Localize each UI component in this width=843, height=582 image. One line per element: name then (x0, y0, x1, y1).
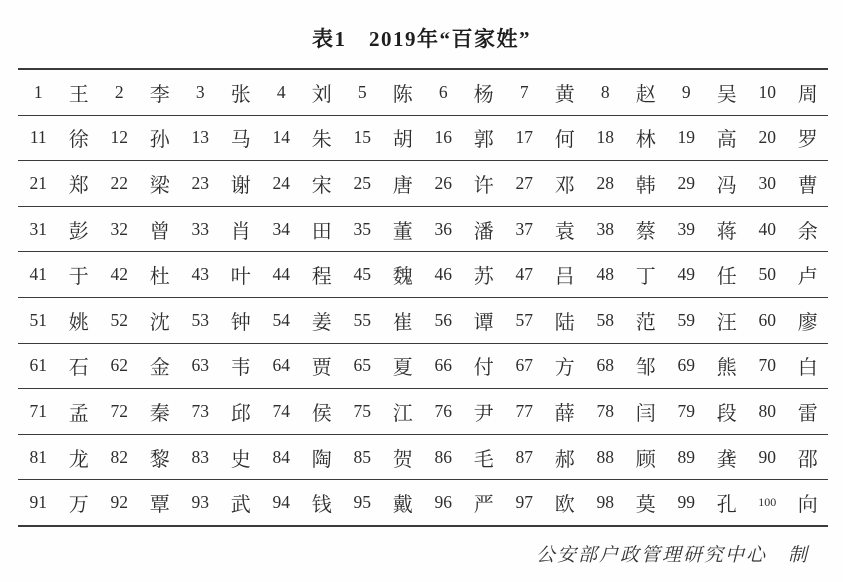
surname: 田 (311, 220, 332, 243)
rank-number: 17 (515, 127, 533, 148)
surname: 徐 (68, 129, 89, 152)
rank-number: 51 (29, 309, 47, 330)
surname: 姚 (68, 311, 89, 334)
table-row (18, 252, 828, 298)
surname: 彭 (68, 220, 89, 243)
surname: 苏 (473, 266, 494, 289)
surname: 肖 (230, 220, 251, 243)
rank-number: 96 (434, 492, 452, 513)
rank-number: 65 (353, 355, 371, 376)
rank-number: 69 (677, 355, 695, 376)
surname: 任 (716, 266, 737, 289)
surname: 史 (230, 448, 251, 471)
surname: 李 (149, 83, 170, 106)
surname: 谢 (230, 174, 251, 197)
credit-line: 公安部户政管理研究中心 制 (535, 544, 809, 566)
rank-number: 9 (681, 81, 691, 102)
surname: 秦 (149, 402, 170, 425)
surname: 王 (68, 83, 89, 106)
surname: 刘 (311, 83, 332, 106)
rank-number: 50 (758, 264, 776, 285)
surname: 魏 (392, 266, 413, 289)
rank-number: 46 (434, 264, 452, 285)
rank-number: 35 (353, 218, 371, 239)
surname: 余 (797, 220, 818, 243)
surname: 马 (230, 129, 251, 152)
surname: 许 (473, 174, 494, 197)
rank-number: 8 (600, 81, 610, 102)
rank-number: 60 (758, 309, 776, 330)
rank-number: 71 (29, 400, 47, 421)
surname: 孟 (68, 402, 89, 425)
surname: 廖 (797, 311, 818, 334)
rank-number: 67 (515, 355, 533, 376)
surname: 梁 (149, 174, 170, 197)
rank-number: 36 (434, 218, 452, 239)
rank-number: 100 (758, 495, 777, 510)
surname: 曾 (149, 220, 170, 243)
rank-number: 90 (758, 446, 776, 467)
rank-number: 31 (29, 218, 47, 239)
surname-table (18, 68, 828, 527)
surname: 龙 (68, 448, 89, 471)
surname: 龚 (716, 448, 737, 471)
rank-number: 91 (29, 492, 47, 513)
surname: 吕 (554, 266, 575, 289)
rank-number: 63 (191, 355, 209, 376)
rank-number: 12 (110, 127, 128, 148)
surname: 姜 (311, 311, 332, 334)
surname: 谭 (473, 311, 494, 334)
rank-number: 27 (515, 172, 533, 193)
surname: 邹 (635, 357, 656, 380)
surname: 毛 (473, 448, 494, 471)
surname: 范 (635, 311, 656, 334)
rank-number: 62 (110, 355, 128, 376)
rank-number: 22 (110, 172, 128, 193)
surname: 曹 (797, 174, 818, 197)
rank-number: 73 (191, 400, 209, 421)
rank-number: 57 (515, 309, 533, 330)
surname: 黎 (149, 448, 170, 471)
rank-number: 78 (596, 400, 614, 421)
rank-number: 95 (353, 492, 371, 513)
surname: 邓 (554, 174, 575, 197)
rank-number: 52 (110, 309, 128, 330)
rank-number: 76 (434, 400, 452, 421)
rank-number: 6 (438, 81, 448, 102)
surname: 贾 (311, 357, 332, 380)
surname: 邵 (797, 448, 818, 471)
surname: 韩 (635, 174, 656, 197)
surname: 侯 (311, 402, 332, 425)
rank-number: 13 (191, 127, 209, 148)
surname: 杜 (149, 266, 170, 289)
surname: 吴 (716, 83, 737, 106)
rank-number: 2 (114, 81, 124, 102)
rank-number: 5 (357, 81, 367, 102)
rank-number: 77 (515, 400, 533, 421)
rank-number: 4 (276, 81, 286, 102)
rank-number: 18 (596, 127, 614, 148)
surname: 雷 (797, 402, 818, 425)
surname: 董 (392, 220, 413, 243)
rank-number: 39 (677, 218, 695, 239)
surname: 丁 (635, 266, 656, 289)
surname: 白 (797, 357, 818, 380)
rank-number: 16 (434, 127, 452, 148)
rank-number: 19 (677, 127, 695, 148)
table-row (18, 207, 828, 253)
rank-number: 58 (596, 309, 614, 330)
rank-number: 10 (758, 81, 776, 102)
rank-number: 48 (596, 264, 614, 285)
rank-number: 53 (191, 309, 209, 330)
rank-number: 68 (596, 355, 614, 376)
rank-number: 43 (191, 264, 209, 285)
rank-number: 30 (758, 172, 776, 193)
surname: 闫 (635, 402, 656, 425)
rank-number: 99 (677, 492, 695, 513)
rank-number: 11 (29, 127, 47, 148)
rank-number: 80 (758, 400, 776, 421)
rank-number: 41 (29, 264, 47, 285)
rank-number: 44 (272, 264, 290, 285)
rank-number: 70 (758, 355, 776, 376)
rank-number: 66 (434, 355, 452, 376)
surname: 于 (68, 266, 89, 289)
rank-number: 75 (353, 400, 371, 421)
surname: 段 (716, 402, 737, 425)
surname: 赵 (635, 83, 656, 106)
rank-number: 92 (110, 492, 128, 513)
rank-number: 25 (353, 172, 371, 193)
table-row (18, 116, 828, 162)
rank-number: 24 (272, 172, 290, 193)
rank-number: 93 (191, 492, 209, 513)
surname: 欧 (554, 494, 575, 517)
surname: 付 (473, 357, 494, 380)
rank-number: 1 (33, 81, 43, 102)
surname: 朱 (311, 129, 332, 152)
surname: 胡 (392, 129, 413, 152)
surname: 冯 (716, 174, 737, 197)
table-row (18, 389, 828, 435)
rank-number: 94 (272, 492, 290, 513)
rank-number: 47 (515, 264, 533, 285)
surname: 郭 (473, 129, 494, 152)
surname: 沈 (149, 311, 170, 334)
rank-number: 34 (272, 218, 290, 239)
surname: 何 (554, 129, 575, 152)
rank-number: 82 (110, 446, 128, 467)
rank-number: 7 (519, 81, 529, 102)
table-row (18, 344, 828, 390)
surname: 陶 (311, 448, 332, 471)
table-row (18, 70, 828, 116)
surname: 覃 (149, 494, 170, 517)
rank-number: 85 (353, 446, 371, 467)
surname: 蔡 (635, 220, 656, 243)
table-row (18, 298, 828, 344)
surname: 唐 (392, 174, 413, 197)
table-row (18, 161, 828, 207)
rank-number: 59 (677, 309, 695, 330)
rank-number: 32 (110, 218, 128, 239)
rank-number: 23 (191, 172, 209, 193)
surname: 崔 (392, 311, 413, 334)
surname: 汪 (716, 311, 737, 334)
rank-number: 20 (758, 127, 776, 148)
surname: 贺 (392, 448, 413, 471)
surname: 钟 (230, 311, 251, 334)
surname: 孔 (716, 494, 737, 517)
surname: 方 (554, 357, 575, 380)
rank-number: 74 (272, 400, 290, 421)
surname: 向 (797, 494, 818, 517)
rank-number: 49 (677, 264, 695, 285)
rank-number: 45 (353, 264, 371, 285)
surname: 戴 (392, 494, 413, 517)
table-row (18, 435, 828, 481)
surname: 夏 (392, 357, 413, 380)
surname: 陆 (554, 311, 575, 334)
rank-number: 42 (110, 264, 128, 285)
rank-number: 97 (515, 492, 533, 513)
surname: 金 (149, 357, 170, 380)
surname: 黄 (554, 83, 575, 106)
surname: 罗 (797, 129, 818, 152)
surname: 石 (68, 357, 89, 380)
rank-number: 21 (29, 172, 47, 193)
rank-number: 83 (191, 446, 209, 467)
surname: 武 (230, 494, 251, 517)
rank-number: 87 (515, 446, 533, 467)
rank-number: 29 (677, 172, 695, 193)
surname: 潘 (473, 220, 494, 243)
rank-number: 54 (272, 309, 290, 330)
rank-number: 72 (110, 400, 128, 421)
rank-number: 15 (353, 127, 371, 148)
surname: 韦 (230, 357, 251, 380)
surname: 陈 (392, 83, 413, 106)
surname: 蒋 (716, 220, 737, 243)
surname: 江 (392, 402, 413, 425)
surname: 郑 (68, 174, 89, 197)
surname: 郝 (554, 448, 575, 471)
rank-number: 14 (272, 127, 290, 148)
table-row (18, 480, 828, 525)
surname: 熊 (716, 357, 737, 380)
surname: 袁 (554, 220, 575, 243)
rank-number: 79 (677, 400, 695, 421)
rank-number: 84 (272, 446, 290, 467)
surname: 莫 (635, 494, 656, 517)
surname: 程 (311, 266, 332, 289)
surname: 顾 (635, 448, 656, 471)
surname: 张 (230, 83, 251, 106)
surname: 钱 (311, 494, 332, 517)
rank-number: 64 (272, 355, 290, 376)
rank-number: 56 (434, 309, 452, 330)
surname: 孙 (149, 129, 170, 152)
rank-number: 88 (596, 446, 614, 467)
rank-number: 33 (191, 218, 209, 239)
rank-number: 26 (434, 172, 452, 193)
surname: 尹 (473, 402, 494, 425)
rank-number: 98 (596, 492, 614, 513)
surname: 万 (68, 494, 89, 517)
rank-number: 81 (29, 446, 47, 467)
rank-number: 3 (195, 81, 205, 102)
rank-number: 28 (596, 172, 614, 193)
rank-number: 86 (434, 446, 452, 467)
surname: 薛 (554, 402, 575, 425)
surname: 高 (716, 129, 737, 152)
surname: 周 (797, 83, 818, 106)
surname: 杨 (473, 83, 494, 106)
surname: 邱 (230, 402, 251, 425)
rank-number: 61 (29, 355, 47, 376)
surname: 卢 (797, 266, 818, 289)
rank-number: 38 (596, 218, 614, 239)
surname: 严 (473, 494, 494, 517)
surname: 宋 (311, 174, 332, 197)
rank-number: 89 (677, 446, 695, 467)
rank-number: 40 (758, 218, 776, 239)
rank-number: 55 (353, 309, 371, 330)
surname: 林 (635, 129, 656, 152)
surname: 叶 (230, 266, 251, 289)
table-caption: 表1 2019年“百家姓” (312, 27, 531, 51)
rank-number: 37 (515, 218, 533, 239)
